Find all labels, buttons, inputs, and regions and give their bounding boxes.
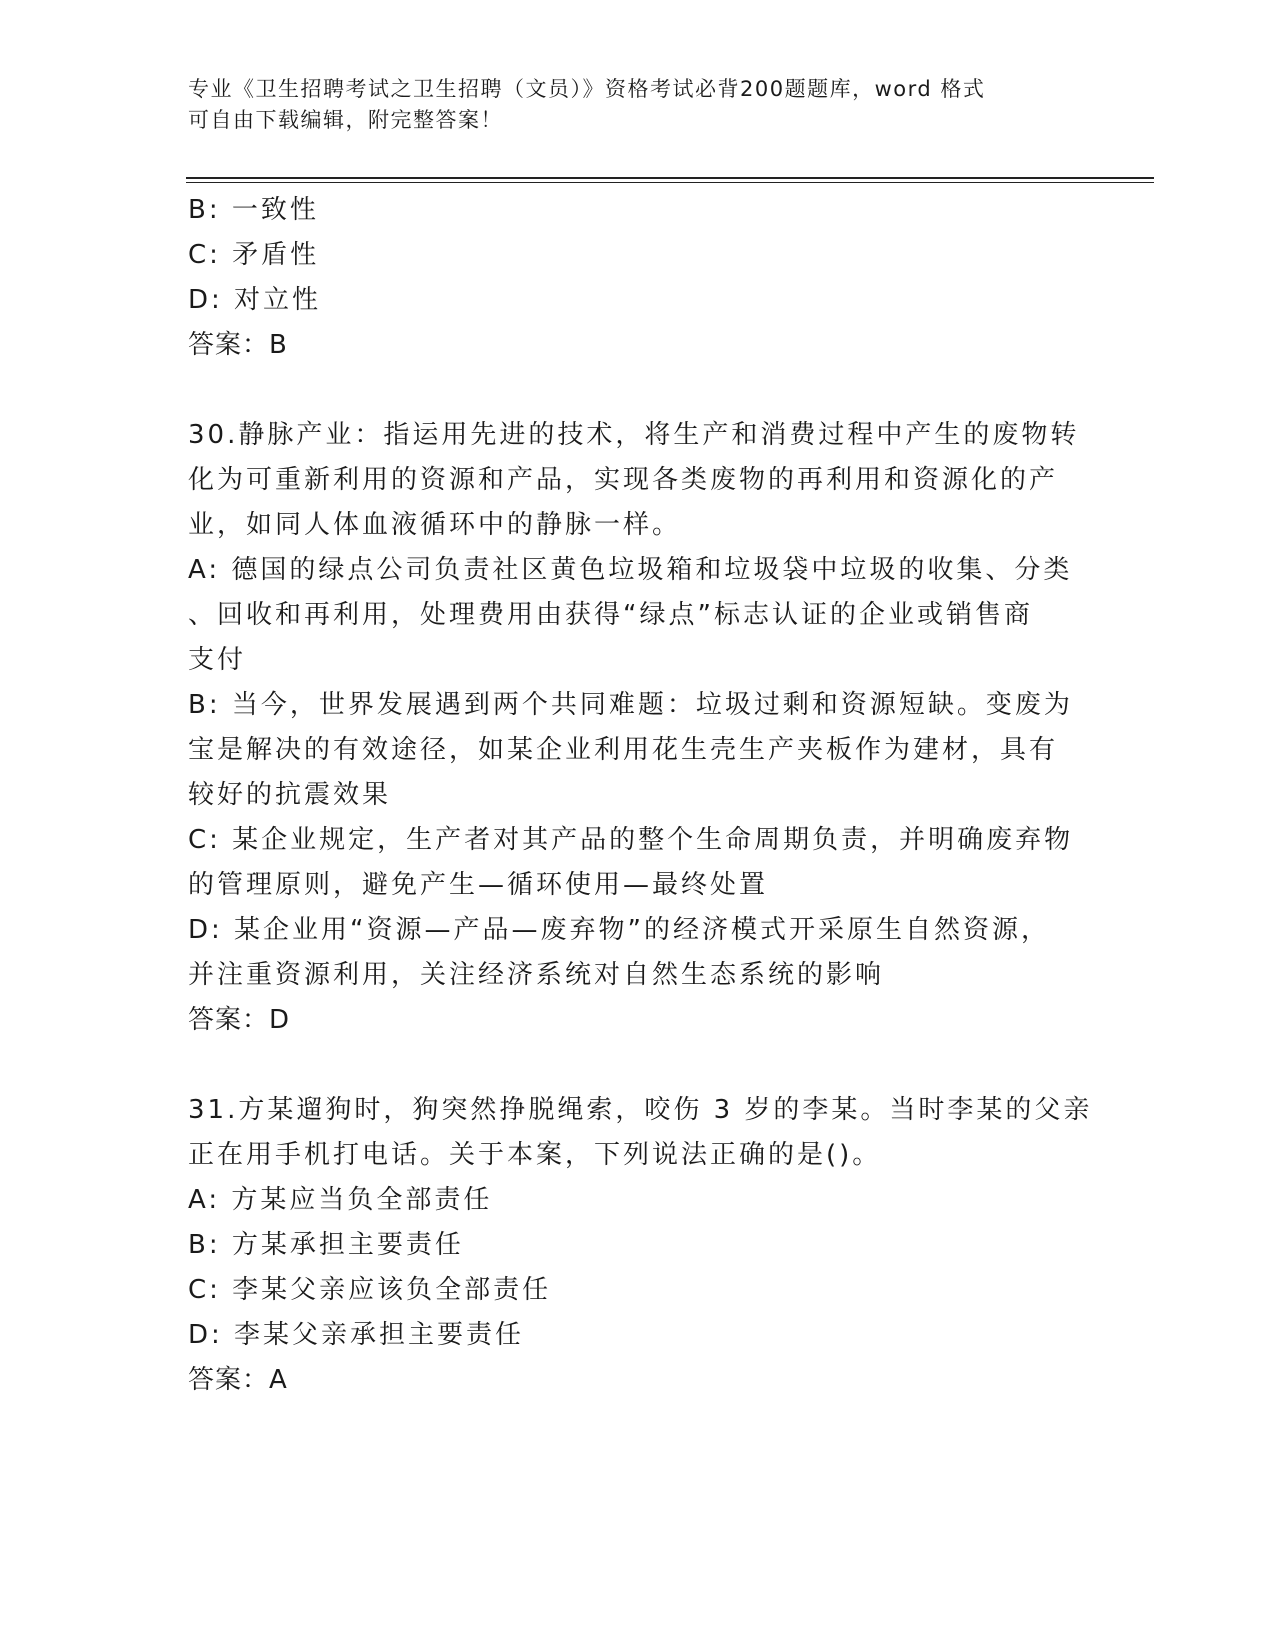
- question-stem-line: 正在用手机打电话。关于本案，下列说法正确的是()。: [188, 1140, 882, 1170]
- question-30: [188, 413, 1088, 1043]
- option-b: B: 方某承担主要责任: [188, 1230, 464, 1260]
- option-a-line: 支付: [188, 645, 247, 675]
- document-header: [188, 74, 1088, 136]
- option-d-line: D: 某企业用“资源—产品—废弃物”的经济模式开采原生自然资源，: [188, 915, 1050, 945]
- spacer: [188, 1043, 1088, 1088]
- question-content: [188, 188, 1093, 1403]
- header-divider-thin: [186, 182, 1154, 183]
- option-b-line: 较好的抗震效果: [188, 780, 392, 810]
- answer-line: 答案：B: [188, 330, 288, 360]
- option-a-line: A: 德国的绿点公司负责社区黄色垃圾箱和垃圾袋中垃圾的收集、分类: [188, 555, 1073, 585]
- option-c: C: 矛盾性: [188, 240, 320, 270]
- question-31: [188, 1088, 1093, 1403]
- option-b-line: B: 当今，世界发展遇到两个共同难题：垃圾过剩和资源短缺。变废为: [188, 690, 1073, 720]
- option-d-line: 并注重资源利用，关注经济系统对自然生态系统的影响: [188, 960, 885, 990]
- option-a: A: 方某应当负全部责任: [188, 1185, 493, 1215]
- question-29-tail: [188, 188, 1088, 368]
- option-d: D: 对立性: [188, 285, 322, 315]
- question-stem-line: 业，如同人体血液循环中的静脉一样。: [188, 510, 682, 540]
- header-title-line-2: 可自由下载编辑，附完整答案！: [188, 108, 503, 132]
- option-b: B: 一致性: [188, 195, 319, 225]
- option-b-line: 宝是解决的有效途径，如某企业利用花生壳生产夹板作为建材，具有: [188, 735, 1059, 765]
- option-d: D: 李某父亲承担主要责任: [188, 1320, 525, 1350]
- option-c-line: C: 某企业规定，生产者对其产品的整个生命周期负责，并明确废弃物: [188, 825, 1074, 855]
- question-stem-line: 31.方某遛狗时，狗突然挣脱绳索，咬伤 3 岁的李某。当时李某的父亲: [188, 1095, 1093, 1125]
- option-c: C: 李某父亲应该负全部责任: [188, 1275, 552, 1305]
- answer-line: 答案：A: [188, 1365, 288, 1395]
- spacer: [188, 368, 1088, 413]
- header-divider-thick: [186, 177, 1154, 179]
- question-stem-line: 30.静脉产业：指运用先进的技术，将生产和消费过程中产生的废物转: [188, 420, 1080, 450]
- question-stem-line: 化为可重新利用的资源和产品，实现各类废物的再利用和资源化的产: [188, 465, 1059, 495]
- option-c-line: 的管理原则，避免产生—循环使用—最终处置: [188, 870, 769, 900]
- header-title-line-1: 专业《卫生招聘考试之卫生招聘（文员）》资格考试必背200题题库，word 格式: [188, 77, 986, 101]
- option-a-line: 、回收和再利用，处理费用由获得“绿点”标志认证的企业或销售商: [188, 600, 1033, 630]
- answer-line: 答案：D: [188, 1005, 291, 1035]
